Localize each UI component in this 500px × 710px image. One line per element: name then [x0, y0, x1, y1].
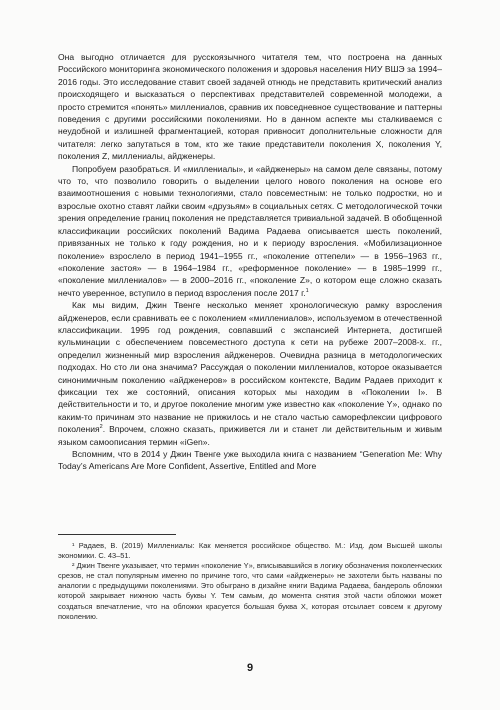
paragraph-2 — [58, 163, 442, 299]
paragraph-3-text: Как мы видим, Джин Твенге несколько меняет хронологическую рамку взросления айдженеров, если сравнивать ее с поколением «миллениалов», используемом в отечественной классификации. 1995 год рождения, совпавший с экспансией Интернета, достигшей кульминации с обеспечением повсеместного доступа к сети на рубеже 2007–2008-х. гг., определил жизненный мир взросления айдженеров. Очевидна разница в методологических подходах. Но сто ли она значима? Рассуждая о поколении миллениалов, которое оказывается синонимичным поколению «айдженеров» в российском контексте, Вадим Радаев приходит к фиксации тех же состояний, описания которых мы находим в «Поколении I». В действительности и то, и другое поколение многим уже известно как «поколение Y», однако по каким-то причинам это название не прижилось и не стало частью саморефлексии цифрового поколения — [58, 300, 442, 435]
footnote-ref-2: 2 — [99, 424, 103, 431]
footnotes — [58, 541, 442, 622]
paragraph-4: Вспомним, что в 2014 у Джин Твенге уже выходила книга с названием “Generation Me: Why Today’s Americans Are More Confident, Assertive, Entitled and More — [58, 449, 442, 472]
main-text — [58, 51, 442, 473]
footnote-ref-1: 1 — [305, 287, 309, 294]
paragraph-2-text: Попробуем разобраться. И «миллениалы», и «айдженеры» на самом деле связаны, потому что то, что позволило говорить о выделении целого нового поколения на основе его взаимоотношения с новыми технологиями, стало повсеместным: не только подростки, но и взрослые охотно ставят лайки своим «друзьям» в социальных сетях. С методологической точки зрения определение границ поколения не представляется тривиальной задачей. В обобщенной классификации российских поколений Вадима Радаева описывается шесть поколений, привязанных не только к году рождения, но и к периоду взросления. «Мобилизационное поколение» взрослело в период 1941–1955 гг., «поколение оттепели» — в 1956–1963 гг., «поколение застоя» — в 1964–1984 гг., «реформенное поколение» — в 1985–1999 гг., «поколение миллениалов» — в 2000–2016 гг., «поколение Z», о котором еще сложно сказать нечто уверенное, вступило в период взросления после 2017 г. — [58, 163, 442, 298]
paragraph-3 — [58, 299, 442, 448]
page-number: 9 — [246, 662, 254, 674]
paragraph-1: Она выгодно отличается для русскоязычного читателя тем, что построена на данных Российского мониторинга экономического положения и здоровья населения НИУ ВШЭ за 1994–2016 годы. Это исследование ставит своей задачей отнюдь не представить критический анализ происходящего и высказаться о перспективах представителей современной молодежи, а просто стремится «понять» миллениалов, сравнив их повседневное существование и паттерны поведения с другими российскими поколениями. Но в данном аспекте мы сталкиваемся с неудобной и излишней фрагментацией, которая привносит дополнительные сложности для читателя: легко запутаться в том, кто же такие представители поколения X, поколения Y, поколения Z, миллениалы, айдженеры. — [58, 52, 442, 162]
paragraph-3-text-end: . Впрочем, сложно сказать, приживется ли и станет ли действительным и живым языком самоописания термин «iGen». — [58, 424, 442, 447]
footnote-1: ¹ Радаев, В. (2019) Миллениалы: Как меняется российское общество. М.: Изд. дом Высшей школы экономики. С. 43–51. — [58, 541, 442, 561]
footnote-divider — [58, 534, 176, 535]
footnote-2: ² Джин Твенге указывает, что термин «поколение Y», вписывавшийся в логику обозначения поколенческих срезов, не стал популярным именно по причине того, что сами «айдженеры» не захотели быть названы по аналогии с предыдущими поколениями. Это обыграно в дизайне книги Вадима Радаева, бандероль обложки которой закрывает нижнюю часть буквы Y. Тем самым, до момента снятия этой части обложки может создаться впечатление, что на обложки красуется большая буква X, которая отсылает совсем к другому поколению. — [58, 561, 442, 621]
